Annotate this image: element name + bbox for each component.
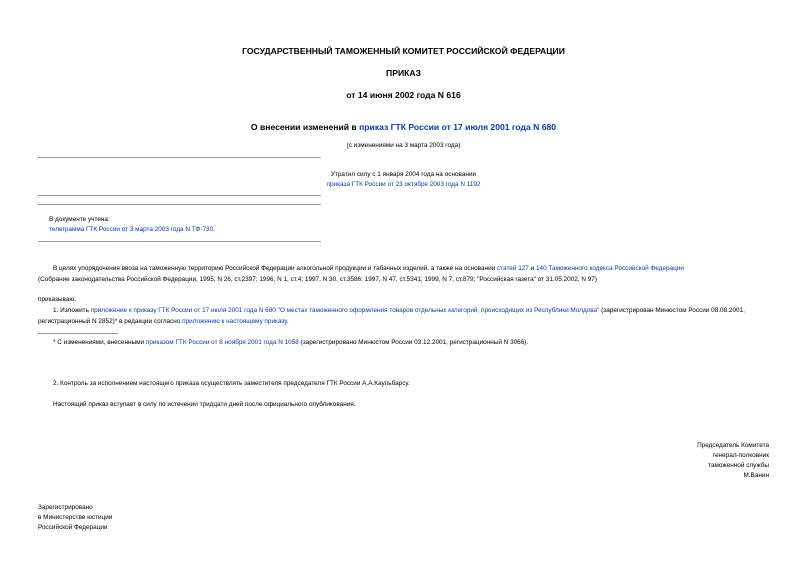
expired-link[interactable]: приказа ГТК России от 23 октября 2003 года N 1192 (326, 181, 481, 188)
considered-label: В документе учтена: (49, 216, 110, 223)
considered-link[interactable]: телеграмма ГТК России от 3 марта 2003 года N ТФ-730 (49, 226, 214, 233)
preamble-link-article-127[interactable]: статей 127 (496, 265, 529, 272)
preamble-source: (Собрание законодательства Российской Федерации, 1995, N 26, ст.2397; 1996, N 1, ст.4; 1997, N 30, ст.3586; 1997, N 47, ст.5341; 1999, N 7, ст.879; "Российская газета" от 31.05.2002, N 97) (38, 276, 597, 283)
document-type: ПРИКАЗ (386, 68, 421, 78)
divider (38, 204, 321, 205)
document-date-number: от 14 июня 2002 года N 616 (346, 90, 461, 100)
subject-link[interactable]: приказ ГТК России от 17 июля 2001 года N 680 (359, 122, 557, 132)
item-1-prefix: 1. Изложить (53, 307, 91, 314)
registration-line-2: в Министерстве юстиции (38, 514, 113, 521)
expired-text: Утратил силу с 1 января 2004 года на основании (330, 171, 477, 178)
preamble-text: В целях упорядочения ввоза на таможенную территорию Российской Федерации алкогольной продукции и табачных изделий, а также на основании (53, 265, 497, 272)
footnote-divider (38, 333, 118, 334)
divider (38, 157, 321, 158)
item-1-paragraph (38, 305, 771, 327)
footnote-prefix: * С изменениями, внесенными (53, 339, 146, 346)
item-1-middle: (зарегистрирован Минюстом России 08.08.2001, регистрационный N 2852)* в редакции согласно (38, 307, 745, 325)
document-subject (0, 122, 807, 132)
amended-note: (с изменениями на 3 марта 2003 года) (346, 142, 461, 149)
signature-service: таможенной службы (708, 462, 769, 469)
registration-line-1: Зарегистрировано (38, 504, 93, 511)
item-1-link-annex[interactable]: приложение к приказу ГТК России от 17 июля 2001 года N 680 "О местах таможенного оформления товаров отдельных категорий, происходящих из Республики Молдова" (90, 307, 600, 314)
order-word: приказываю: (38, 296, 76, 303)
item-1-link-appendix[interactable]: приложению к настоящему приказу (182, 318, 287, 325)
divider (38, 195, 321, 196)
divider (38, 241, 321, 242)
footnote-link[interactable]: приказом ГТК России от 8 ноября 2001 года N 1058 (145, 339, 299, 346)
subject-prefix: О внесении изменений в (250, 122, 360, 132)
registration-line-3: Российской Федерации (38, 524, 108, 531)
considered-entry (49, 225, 215, 234)
effective-clause: Настоящий приказ вступает в силу по истечении тридцати дней после официального опубликования. (53, 401, 356, 408)
considered-link-suffix: . (213, 226, 215, 233)
preamble-paragraph (38, 263, 771, 285)
preamble-and: и (528, 265, 536, 272)
preamble-link-customs-code[interactable]: 140 Таможенного кодекса Российской Федерации (536, 265, 684, 272)
item-1-suffix: . (286, 318, 289, 325)
footnote (53, 338, 528, 347)
footnote-suffix: (зарегистрировано Минюстом России 03.12.2001, регистрационный N 3066). (298, 339, 529, 346)
signature-rank: генерал-полковник (712, 452, 769, 459)
organization-title: ГОСУДАРСТВЕННЫЙ ТАМОЖЕННЫЙ КОМИТЕТ РОССИЙСКОЙ ФЕДЕРАЦИИ (242, 46, 565, 56)
item-2: 2. Контроль за исполнением настоящего приказа осуществлять заместителя председателя ГТК России А.А.Каульбарсу. (53, 380, 410, 387)
signature-name: М.Ванин (743, 472, 769, 479)
signature-position: Председатель Комитета (697, 442, 769, 449)
